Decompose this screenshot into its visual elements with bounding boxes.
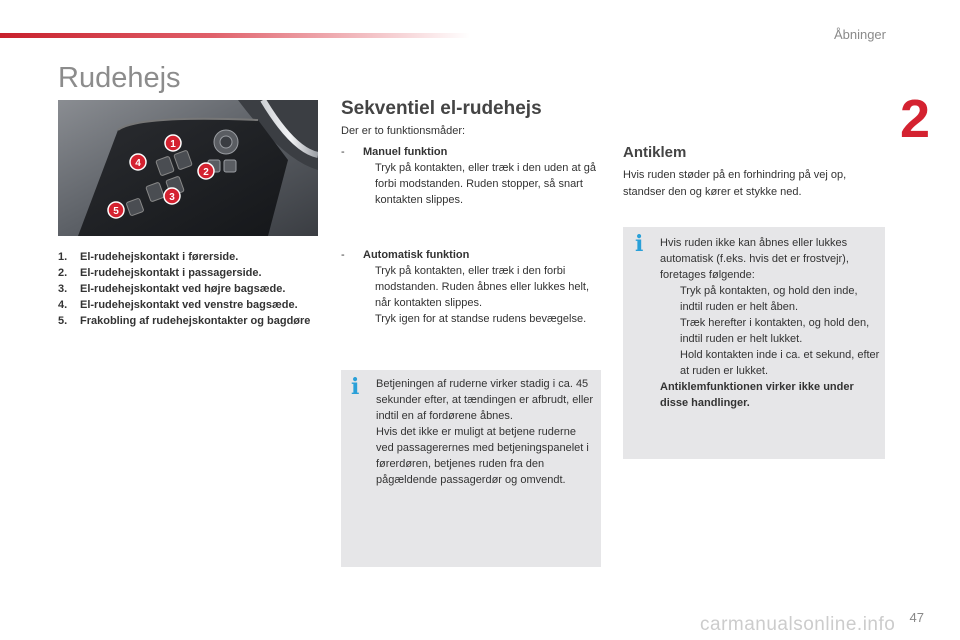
automatic-bullet: Tryk igen for at standse rudens bevægelse.	[375, 313, 587, 325]
watermark: carmanualsonline.info	[700, 614, 896, 635]
note-warning: Antiklemfunktionen virker ikke under disse handlinger.	[660, 381, 854, 409]
sequential-heading: Sekventiel el-rudehejs	[341, 98, 542, 119]
switch-panel-illustration	[58, 100, 318, 236]
note-bullet: Træk herefter i kontakten, og hold den, indtil ruden er helt lukket.	[680, 317, 870, 345]
page-number: 47	[909, 610, 924, 625]
callout-1-label: 1	[170, 139, 176, 150]
note-intro: Hvis ruden ikke kan åbnes eller lukkes automatisk (f.eks. hvis det er frostvejr), foretages følgende:	[660, 237, 849, 281]
automatic-function-title: - Automatisk funktion	[341, 249, 470, 261]
automatic-bullet: Tryk på kontakten, eller træk i den forbi modstanden. Ruden åbnes eller lukkes helt, når kontakten slippes.	[375, 265, 590, 309]
note-paragraph: Betjeningen af ruderne virker stadig i ca. 45 sekunder efter, at tændingen er afbrudt, eller indtil en af fordørene åbnes.	[376, 378, 594, 422]
window-switch-photo	[58, 100, 318, 236]
callout-3	[164, 188, 180, 204]
callout-5-label: 5	[113, 206, 119, 217]
chapter-number: 2	[900, 89, 931, 149]
manual-function-title: - Manuel funktion	[341, 146, 448, 158]
legend-item: 2. El-rudehejskontakt i passagerside.	[58, 267, 262, 279]
note-bullet: Tryk på kontakten, og hold den inde, indtil ruden er helt åben.	[680, 285, 858, 313]
note-bullet: Hold kontakten inde i ca. et sekund, efter at ruden er lukket.	[680, 349, 880, 377]
info-icon: i	[635, 231, 644, 257]
callout-2-label: 2	[203, 167, 209, 178]
legend-item: 1. El-rudehejskontakt i førerside.	[58, 251, 239, 263]
header-accent-bar	[0, 33, 470, 38]
callout-5	[108, 202, 124, 218]
callout-4	[130, 154, 146, 170]
legend-item: 4. El-rudehejskontakt ved venstre bagsæde.	[58, 299, 298, 311]
automatic-function-block	[341, 247, 603, 327]
info-icon: i	[351, 374, 360, 400]
antipinch-info-note	[623, 227, 885, 459]
callout-4-label: 4	[135, 158, 141, 169]
legend-item: 5. Frakobling af rudehejskontakter og bagdøre	[58, 315, 311, 327]
ignition-info-note	[341, 370, 601, 567]
callout-1	[165, 135, 181, 151]
callout-3-label: 3	[169, 192, 175, 203]
manual-bullet: Tryk på kontakten, eller træk i den uden at gå forbi modstanden. Ruden stopper, så snart kontakten slippes.	[375, 162, 596, 206]
figure-legend	[58, 249, 320, 329]
legend-item: 3. El-rudehejskontakt ved højre bagsæde.	[58, 283, 286, 295]
section-title: Åbninger	[833, 27, 886, 42]
manual-function-block	[341, 144, 603, 208]
callout-2	[198, 163, 214, 179]
page-title: Rudehejs	[58, 62, 181, 94]
note-paragraph: Hvis det ikke er muligt at betjene ruderne ved passagerernes med betjeningspanelet i førerdøren, betjenes ruden fra den pågældende passagerdør og omvendt.	[376, 426, 589, 486]
antipinch-text: Hvis ruden støder på en forhindring på vej op, standser den og kører et stykke ned.	[623, 169, 847, 198]
antipinch-heading: Antiklem	[623, 144, 687, 161]
sequential-intro: Der er to funktionsmåder:	[341, 125, 466, 137]
